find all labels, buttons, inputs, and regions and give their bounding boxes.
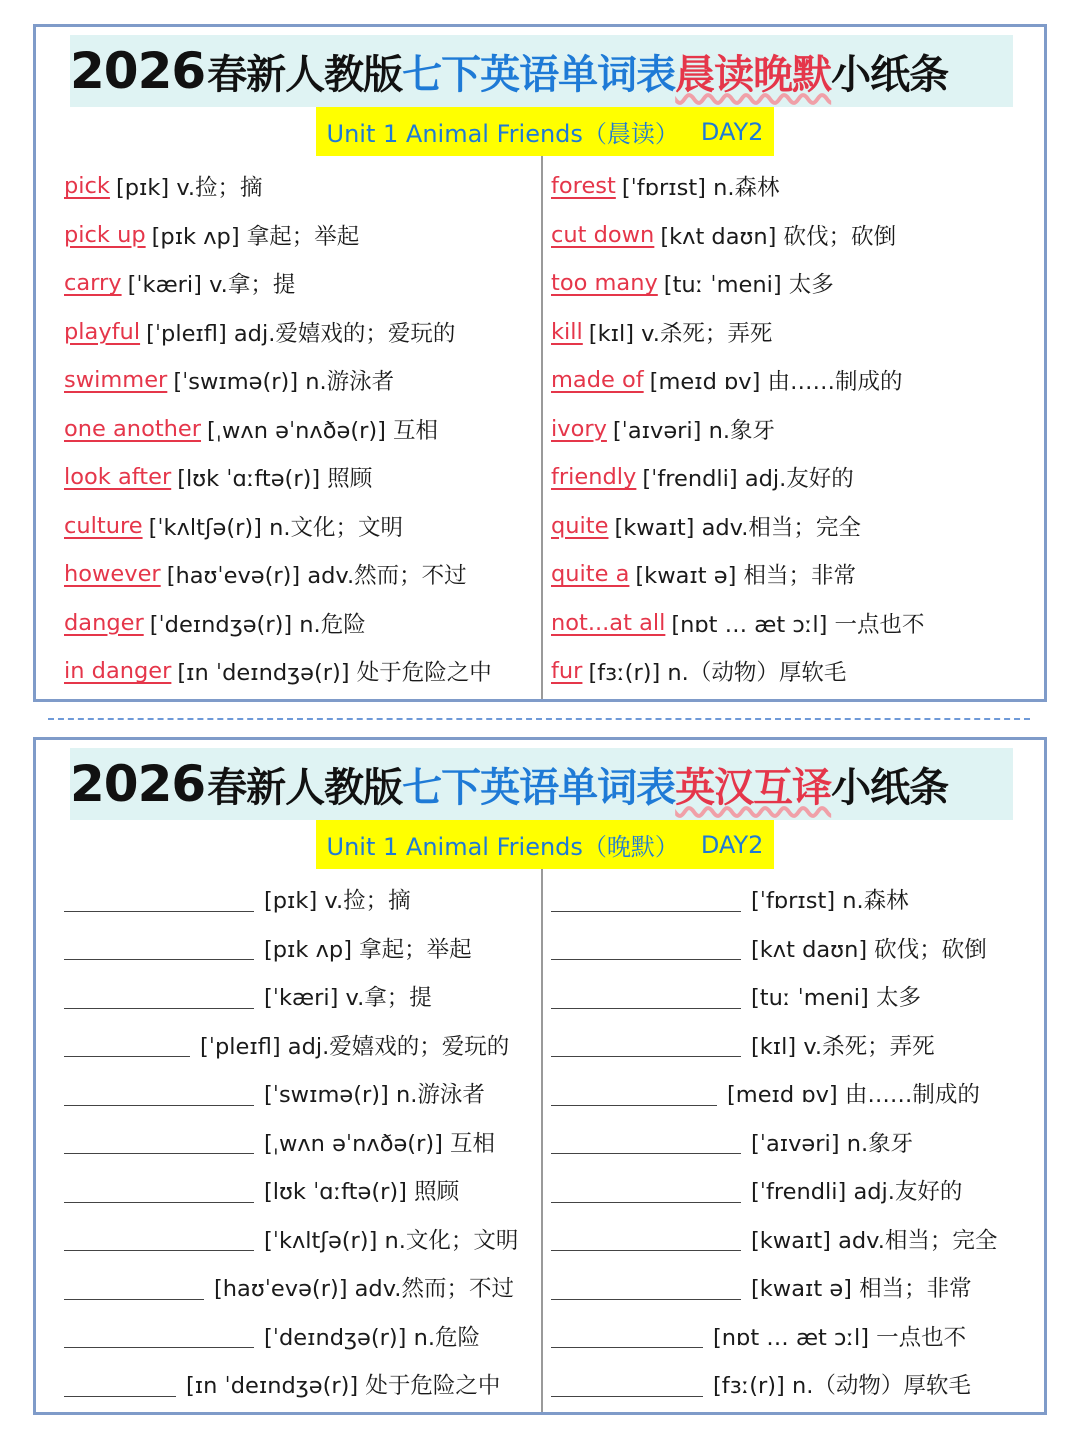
phonetic-and-meaning: [ˈfɒrɪst] n.森林 <box>621 175 780 202</box>
answer-blank[interactable] <box>64 1032 190 1057</box>
english-word: in danger <box>64 658 172 685</box>
unit-heading <box>316 107 774 156</box>
answer-blank[interactable] <box>64 1081 254 1106</box>
phonetic-and-meaning: [kɪl] v.杀死；弄死 <box>751 1033 935 1060</box>
dictation-row <box>551 1263 997 1312</box>
dictation-row <box>551 972 997 1021</box>
english-word: forest <box>551 173 616 200</box>
right-blank-list <box>551 875 997 1409</box>
phonetic-and-meaning: [pɪk] v.捡；摘 <box>115 175 263 202</box>
answer-blank[interactable] <box>64 1323 254 1348</box>
dictation-row <box>551 875 997 924</box>
answer-blank[interactable] <box>64 1226 254 1251</box>
word-row <box>64 599 492 648</box>
unit-heading-main: Unit 1 Animal Friends（晚默） <box>326 833 679 861</box>
answer-blank[interactable] <box>551 887 741 912</box>
title-mode: 晨读晚默 <box>675 51 832 98</box>
word-row <box>64 162 492 211</box>
answer-blank[interactable] <box>64 935 254 960</box>
phonetic-and-meaning: [ˈkæri] v.拿；提 <box>264 985 432 1012</box>
phonetic-and-meaning: [kwaɪt ə] 相当；非常 <box>751 1276 972 1303</box>
english-word: look after <box>64 464 172 491</box>
dictation-row <box>64 1263 518 1312</box>
phonetic-and-meaning: [ˈaɪvəri] n.象牙 <box>612 417 776 444</box>
phonetic-and-meaning: [ɪn ˈdeɪndʒə(r)] 处于危险之中 <box>177 660 492 687</box>
phonetic-and-meaning: [ˈfrendli] adj.友好的 <box>642 466 854 493</box>
title-edition: 春新人教版 <box>207 51 403 98</box>
word-row <box>551 356 925 405</box>
answer-blank[interactable] <box>551 935 741 960</box>
dictation-row <box>551 1312 997 1361</box>
answer-blank[interactable] <box>551 1178 741 1203</box>
phonetic-and-meaning: [lʊk ˈɑːftə(r)] 照顾 <box>264 1179 460 1206</box>
phonetic-and-meaning: [ɪn ˈdeɪndʒə(r)] 处于危险之中 <box>186 1373 501 1400</box>
evening-dictation-card <box>33 737 1047 1415</box>
dictation-row <box>551 1215 997 1264</box>
answer-blank[interactable] <box>64 887 254 912</box>
english-word: cut down <box>551 221 655 248</box>
phonetic-and-meaning: [kʌt daʊn] 砍伐；砍倒 <box>660 223 897 250</box>
english-word: pick <box>64 173 110 200</box>
morning-reading-card <box>33 24 1047 702</box>
word-row <box>64 647 492 696</box>
phonetic-and-meaning: [ˌwʌn əˈnʌðə(r)] 互相 <box>207 417 439 444</box>
word-row <box>64 550 492 599</box>
english-word: too many <box>551 270 658 297</box>
left-blank-list <box>64 875 518 1409</box>
dictation-row <box>64 1215 518 1264</box>
dictation-row <box>64 1360 518 1409</box>
dictation-row <box>64 972 518 1021</box>
word-row <box>64 356 492 405</box>
answer-blank[interactable] <box>64 984 254 1009</box>
phonetic-and-meaning: [ˈswɪmə(r)] n.游泳者 <box>264 1082 485 1109</box>
answer-blank[interactable] <box>551 1372 703 1397</box>
phonetic-and-meaning: [nɒt … æt ɔːl] 一点也不 <box>713 1324 967 1351</box>
phonetic-and-meaning: [nɒt … æt ɔːl] 一点也不 <box>671 611 925 638</box>
dictation-row <box>551 924 997 973</box>
phonetic-and-meaning: [ˈdeɪndʒə(r)] n.危险 <box>264 1324 480 1351</box>
dictation-row <box>64 1021 518 1070</box>
phonetic-and-meaning: [pɪk ʌp] 拿起；举起 <box>264 936 472 963</box>
english-word: one another <box>64 415 202 442</box>
english-word: ivory <box>551 415 607 442</box>
phonetic-and-meaning: [fɜː(r)] n.（动物）厚软毛 <box>588 660 847 687</box>
title-mode: 英汉互译 <box>675 764 832 811</box>
english-word: danger <box>64 609 144 636</box>
word-row <box>551 647 925 696</box>
card-title <box>70 748 1013 820</box>
english-word: quite <box>551 512 609 539</box>
word-row <box>551 405 925 454</box>
english-word: culture <box>64 512 143 539</box>
phonetic-and-meaning: [ˈkʌltʃə(r)] n.文化；文明 <box>264 1227 519 1254</box>
word-row <box>551 162 925 211</box>
phonetic-and-meaning: [tuː ˈmeni] 太多 <box>663 272 834 299</box>
answer-blank[interactable] <box>551 1032 741 1057</box>
word-row <box>64 259 492 308</box>
phonetic-and-meaning: [ˈpleɪfl] adj.爱嬉戏的；爱玩的 <box>200 1033 510 1060</box>
answer-blank[interactable] <box>551 1226 741 1251</box>
phonetic-and-meaning: [meɪd ɒv] 由……制成的 <box>649 369 903 396</box>
right-word-list <box>551 162 925 696</box>
phonetic-and-meaning: [ˈpleɪfl] adj.爱嬉戏的；爱玩的 <box>146 320 456 347</box>
word-row <box>551 502 925 551</box>
dictation-row <box>64 1069 518 1118</box>
phonetic-and-meaning: [ˈaɪvəri] n.象牙 <box>751 1130 914 1157</box>
phonetic-and-meaning: [kwaɪt] adv.相当；完全 <box>614 514 861 541</box>
phonetic-and-meaning: [meɪd ɒv] 由……制成的 <box>727 1082 980 1109</box>
dictation-row <box>551 1360 997 1409</box>
dashed-separator <box>48 718 1030 720</box>
word-row <box>64 453 492 502</box>
phonetic-and-meaning: [fɜː(r)] n.（动物）厚软毛 <box>713 1373 971 1400</box>
answer-blank[interactable] <box>551 1129 741 1154</box>
word-row <box>551 211 925 260</box>
answer-blank[interactable] <box>551 1081 717 1106</box>
phonetic-and-meaning: [ˈswɪmə(r)] n.游泳者 <box>173 369 395 396</box>
column-divider <box>541 869 543 1412</box>
phonetic-and-meaning: [haʊˈevə(r)] adv.然而；不过 <box>214 1276 514 1303</box>
answer-blank[interactable] <box>64 1178 254 1203</box>
unit-heading-main: Unit 1 Animal Friends（晨读） <box>326 120 679 148</box>
phonetic-and-meaning: [kwaɪt] adv.相当；完全 <box>751 1227 998 1254</box>
dictation-row <box>64 1118 518 1167</box>
dictation-row <box>64 1166 518 1215</box>
answer-blank[interactable] <box>64 1129 254 1154</box>
english-word: swimmer <box>64 367 168 394</box>
title-subject: 七下英语单词表 <box>402 764 676 811</box>
dictation-row <box>551 1166 997 1215</box>
title-year: 2026 <box>70 42 206 100</box>
word-row <box>551 599 925 648</box>
dictation-row <box>551 1069 997 1118</box>
phonetic-and-meaning: [pɪk] v.捡；摘 <box>264 888 411 915</box>
phonetic-and-meaning: [haʊˈevə(r)] adv.然而；不过 <box>166 563 467 590</box>
phonetic-and-meaning: [ˌwʌn əˈnʌðə(r)] 互相 <box>264 1130 496 1157</box>
english-word: playful <box>64 318 141 345</box>
english-word: not...at all <box>551 609 666 636</box>
dictation-row <box>64 875 518 924</box>
answer-blank[interactable] <box>551 1275 741 1300</box>
phonetic-and-meaning: [pɪk ʌp] 拿起；举起 <box>151 223 360 250</box>
phonetic-and-meaning: [ˈdeɪndʒə(r)] n.危险 <box>149 611 366 638</box>
phonetic-and-meaning: [kɪl] v.杀死；弄死 <box>588 320 773 347</box>
english-word: friendly <box>551 464 637 491</box>
word-row <box>551 308 925 357</box>
word-row <box>64 211 492 260</box>
unit-heading-day: DAY2 <box>700 117 764 146</box>
phonetic-and-meaning: [ˈkʌltʃə(r)] n.文化；文明 <box>148 514 404 541</box>
card-title <box>70 35 1013 107</box>
dictation-row <box>64 1312 518 1361</box>
english-word: pick up <box>64 221 146 248</box>
english-word: quite a <box>551 561 630 588</box>
word-row <box>64 405 492 454</box>
english-word: kill <box>551 318 583 345</box>
column-divider <box>541 156 543 699</box>
unit-heading-day: DAY2 <box>700 830 764 859</box>
word-row <box>64 502 492 551</box>
phonetic-and-meaning: [kwaɪt ə] 相当；非常 <box>635 563 857 590</box>
answer-blank[interactable] <box>64 1275 204 1300</box>
answer-blank[interactable] <box>64 1372 176 1397</box>
dictation-row <box>551 1021 997 1070</box>
dictation-row <box>64 924 518 973</box>
phonetic-and-meaning: [tuː ˈmeni] 太多 <box>751 985 921 1012</box>
word-row <box>64 308 492 357</box>
title-subject: 七下英语单词表 <box>402 51 676 98</box>
title-year: 2026 <box>70 755 206 813</box>
phonetic-and-meaning: [kʌt daʊn] 砍伐；砍倒 <box>751 936 987 963</box>
english-word: carry <box>64 270 122 297</box>
word-row <box>551 259 925 308</box>
title-edition: 春新人教版 <box>207 764 403 811</box>
answer-blank[interactable] <box>551 984 741 1009</box>
dictation-row <box>551 1118 997 1167</box>
phonetic-and-meaning: [ˈfɒrɪst] n.森林 <box>751 888 909 915</box>
phonetic-and-meaning: [ˈfrendli] adj.友好的 <box>751 1179 963 1206</box>
title-suffix: 小纸条 <box>831 764 949 811</box>
english-word: fur <box>551 658 583 685</box>
unit-heading <box>316 820 774 869</box>
answer-blank[interactable] <box>551 1323 703 1348</box>
word-row <box>551 453 925 502</box>
english-word: made of <box>551 367 644 394</box>
left-word-list <box>64 162 492 696</box>
title-suffix: 小纸条 <box>831 51 949 98</box>
english-word: however <box>64 561 161 588</box>
phonetic-and-meaning: [ˈkæri] v.拿；提 <box>127 272 296 299</box>
phonetic-and-meaning: [lʊk ˈɑːftə(r)] 照顾 <box>177 466 373 493</box>
word-row <box>551 550 925 599</box>
